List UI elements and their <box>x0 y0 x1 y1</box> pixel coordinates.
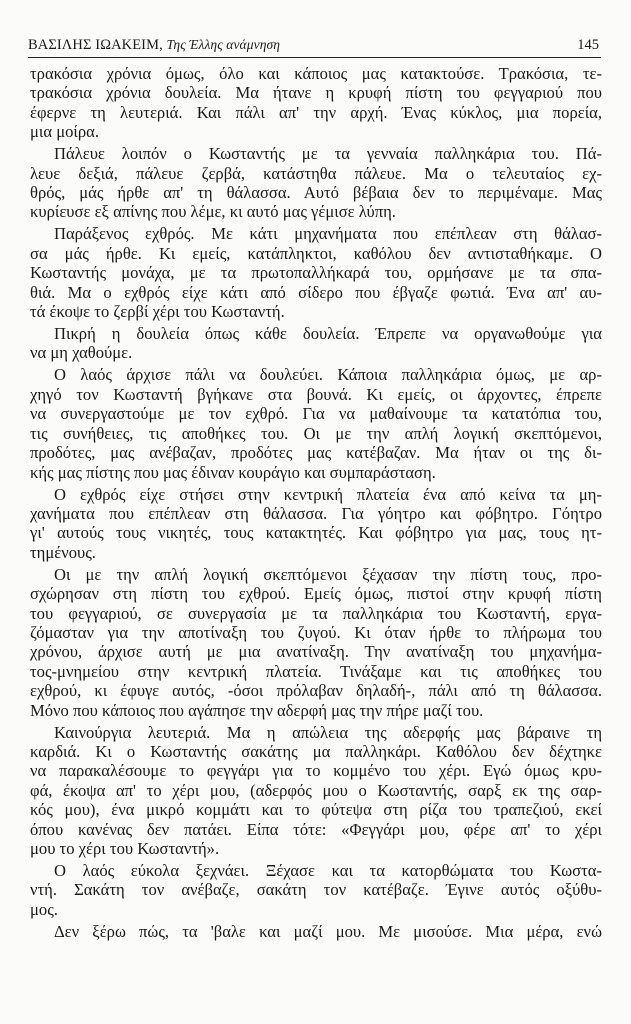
text-line: Δεν ξέρω πώς, τα 'βαλε και μαζί μου. Με μισούσε. Μια μέρα, ενώ <box>54 921 602 941</box>
text-line: κός μου), ένα μικρό κομμάτι και το φύτεψα στη ρίζα του τραπεζιού, εκεί <box>30 800 602 820</box>
text-line: χρόνου, άρχισε αυτή με μια ανατίναξη. Την ανατίναξη του μηχανήμα- <box>30 642 602 662</box>
text-line: φά, έκοψα απ' το χέρι μου, (αδερφός μου ο Κωσταντής, σαρξ εκ της σαρ- <box>30 780 602 800</box>
paragraph <box>30 224 602 321</box>
text-line: Πάλευε λοιπόν ο Κωσταντής με τα γενναία παλληκάρια του. Πά- <box>54 144 602 164</box>
text-line: μου το χέρι του Κωσταντή». <box>30 839 220 858</box>
text-line: Ο εχθρός είχε στήσει στην κεντρική πλατεία ένα από κείνα τα μη- <box>54 484 602 504</box>
header-author: ΒΑΣΙΛΗΣ ΙΩΑΚΕΙΜ, <box>28 37 163 53</box>
text-line: λευε δεξιά, πάλευε ζερβά, κατάστηθα πάλευε. Μα ο τελευταίος εχ- <box>30 163 602 183</box>
text-line: όπου κανένας δεν πατάει. Είπα τότε: «Φεγγάρι μου, φέρε απ' το χέρι <box>30 819 602 839</box>
text-line: γι' αυτούς τους νικητές, τους κατακτητές. Και φόβητρο για μας, τους ητ- <box>30 523 602 543</box>
paragraph <box>30 144 602 222</box>
header-book-title: Της Έλλης ανάμνηση <box>166 37 281 52</box>
text-line: τρακόσια χρόνια όμως, όλο και κάποιος μας κατακτούσε. Τρακόσια, τε- <box>30 64 602 83</box>
text-line: μος. <box>30 899 58 919</box>
text-line: Οι με την απλή λογική σκεπτόμενοι ξέχασαν την πίστη τους, προ- <box>54 564 602 584</box>
text-line: κυρίευσε εξ απίνης που λέμε, κι αυτό μας γέμισε λύπη. <box>30 202 396 222</box>
header-left <box>28 37 280 54</box>
text-line: καρδιά. Κι ο Κωσταντής σακάτης μα παλληκάρι. Καθόλου δεν δέχτηκε <box>30 741 602 761</box>
text-line: εχθρού, κι έφυγε αυτός, -όσοι πρόλαβαν δηλαδή-, πάλι από τη θάλασσα. <box>30 681 602 701</box>
text-line: Κωσταντής μονάχα, με τα πρωτοπαλλήκαρά του, ορμήσανε με τα σπα- <box>30 263 602 283</box>
page-number: 145 <box>577 37 599 53</box>
text-line: χανήματα που επέπλεαν στη θάλασσα. Για γόητρο και φόβητρο. Γόητρο <box>30 503 602 523</box>
text-line: να μη χαθούμε. <box>30 343 133 363</box>
text-line: να συνεργαστούμε με τον εχθρό. Για να μαθαίνουμε τα κατατόπια του, <box>30 404 602 424</box>
paragraph <box>30 861 602 919</box>
text-line: Καινούργια λευτεριά. Μα η απώλεια της αδερφής μας βάραινε τη <box>54 722 602 742</box>
paragraph <box>30 365 602 481</box>
paragraph <box>30 485 602 563</box>
paragraph <box>30 922 602 941</box>
text-line: μια μοίρα. <box>30 122 99 142</box>
text-line: θιά. Μα ο εχθρός είχε κάτι από σίδερο που έβγαζε φωτιά. Ένα απ' αυ- <box>30 282 602 302</box>
text-line: ντή. Σακάτη τον ανέβαζε, σακάτη τον κατέβαζε. Έγινε αυτός οξύθυ- <box>30 880 602 900</box>
text-line: Ο λαός εύκολα ξεχνάει. Ξέχασε και τα κατορθώματα του Κωστα- <box>54 861 602 880</box>
text-line: να παρακαλέσουμε το φεγγάρι για το κομμένο του χέρι. Εγώ όμως κρυ- <box>30 761 602 781</box>
text-line: Πικρή η δουλεία όπως κάθε δουλεία. Έπρεπε να οργανωθούμε για <box>54 324 602 344</box>
text-line: σα μάς ήρθε. Κι εμείς, κατάπληκτοι, καθόλου δεν αντισταθήκαμε. Ο <box>30 243 602 263</box>
text-line: ζόμασταν για την αποτίναξη του ζυγού. Κι όταν ήρθε το πλήρωμα του <box>30 622 602 642</box>
text-line: τά έκοψε το ζερβί χέρι του Κωσταντή. <box>30 302 285 322</box>
text-line: έφερνε τη λευτεριά. Και πάλι απ' την αρχή. Ένας κύκλος, μια πορεία, <box>30 102 602 122</box>
text-line: προδότες, μας ανέβαζαν, προδότες μας κατέβαζαν. Μα ήταν οι της δι- <box>30 443 602 463</box>
text-line: θρός, μάς ήρθε απ' τη θάλασσα. Αυτό βέβαια δεν το περιμέναμε. Μας <box>30 183 602 203</box>
text-line: τημένους. <box>30 542 96 562</box>
running-header <box>28 30 601 58</box>
text-line: Ο λαός άρχισε πάλι να δουλεύει. Κάποια παλληκάρια όμως, με αρ- <box>54 365 602 385</box>
paragraph <box>30 723 602 859</box>
paragraph <box>30 324 602 363</box>
text-line: τος-μνημείου στην κεντρική πλατεία. Τινάξαμε και τις αποθήκες του <box>30 661 602 681</box>
text-line: τρακόσια χρόνια δουλεία. Μα ήτανε η κρυφή πίστη του φεγγαριού που <box>30 83 602 103</box>
text-line: Παράξενος εχθρός. Με κάτι μηχανήματα που επέπλεαν στη θάλασ- <box>54 224 602 244</box>
text-line: σχώρησαν στη πίστη του εχθρού. Εμείς όμως, πιστοί στην κρυφή πίστη <box>30 584 602 604</box>
paragraph <box>30 64 602 142</box>
text-line: του φεγγαριού, σε συνεργασία με τα παλληκάρια του Κωσταντή, εργα- <box>30 603 602 623</box>
body-text <box>30 64 602 944</box>
text-line: Μόνο που κάποιος που αγάπησε την αδερφή μας την πήρε μαζί του. <box>30 700 484 720</box>
text-line: τις συνήθειες, τις αποθήκες του. Οι με την απλή λογική σκεπτόμενοι, <box>30 423 602 443</box>
text-line: χηγό τον Κωσταντή βγήκανε στα βουνά. Κι εμείς, οι άρχοντες, έπρεπε <box>30 384 602 404</box>
text-line: κής μας πίστης που μας έδιναν κουράγιο και συμπαράσταση. <box>30 462 436 482</box>
paragraph <box>30 565 602 720</box>
